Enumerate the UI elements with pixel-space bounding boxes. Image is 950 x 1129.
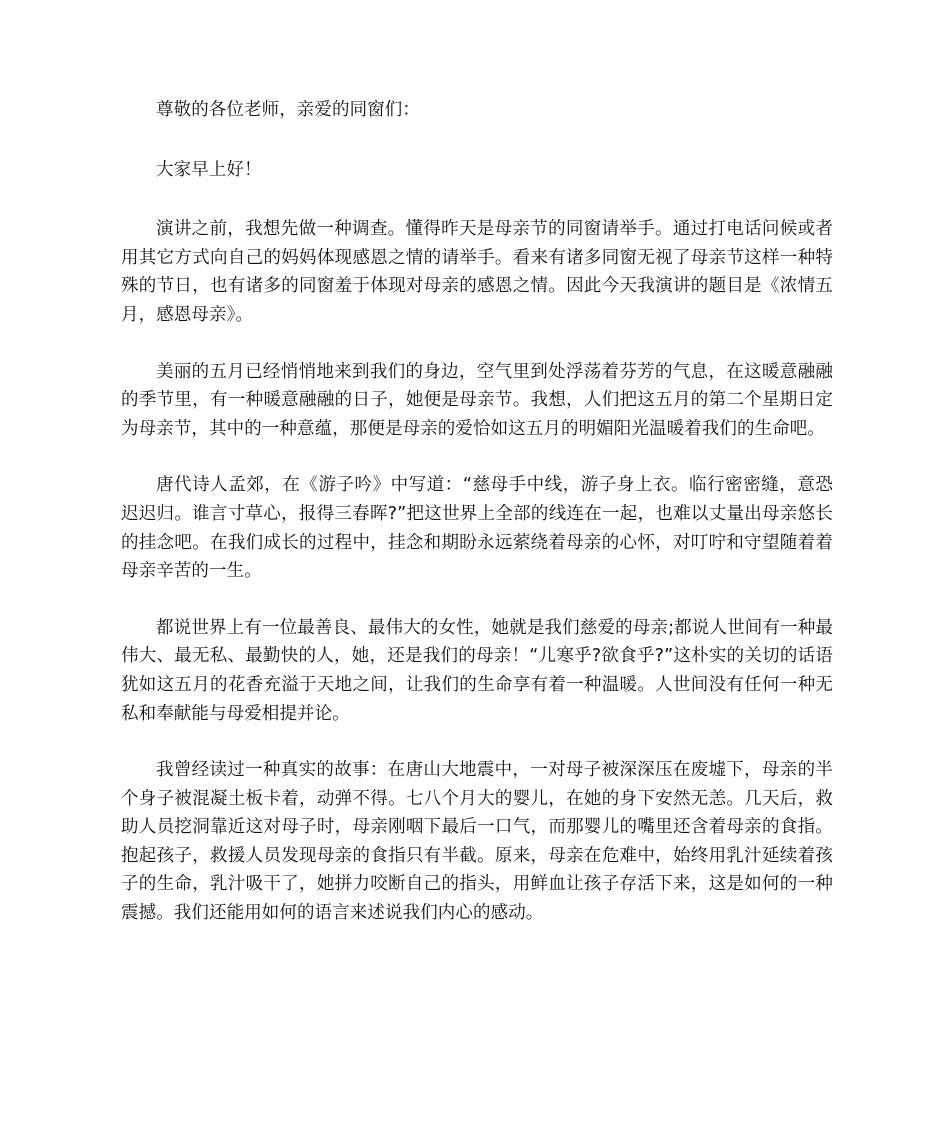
paragraph-intro: 演讲之前，我想先做一种调查。懂得昨天是母亲节的同窗请举手。通过打电话问候或者用其它方式向自己的妈妈体现感恩之情的请举手。看来有诸多同窗无视了母亲节这样一种特殊的节日，也有诸多的同窗羞于体现对母亲的感恩之情。因此今天我演讲的题目是《浓情五月，感恩母亲》。: [121, 219, 833, 325]
paragraph-poem: 唐代诗人孟郊，在《游子吟》中写道：“慈母手中线，游子身上衣。临行密密缝，意恐迟迟归。谁言寸草心，报得三春晖?”把这世界上全部的线连在一起，也难以丈量出母亲悠长的挂念吧。在我们成长的过程中，挂念和期盼永远萦绕着母亲的心怀，对叮咛和守望随着着母亲辛苦的一生。: [121, 475, 833, 582]
document-body: [121, 96, 833, 956]
paragraph-mother-love: 都说世界上有一位最善良、最伟大的女性，她就是我们慈爱的母亲;都说人世间有一种最伟大、最无私、最勤快的人，她，还是我们的母亲！“儿寒乎?欲食乎?”这朴实的关切的话语犹如这五月的花香充溢于天地之间，让我们的生命享有着一种温暖。人世间没有任何一种无私和奉献能与母爱相提并论。: [121, 617, 833, 724]
greeting: 大家早上好！: [156, 159, 262, 180]
paragraph-may: 美丽的五月已经悄悄地来到我们的身边，空气里到处浮荡着芬芳的气息，在这暖意融融的季节里，有一种暖意融融的日子，她便是母亲节。我想，人们把这五月的第二个星期日定为母亲节，其中的一种意蕴，那便是母亲的爱恰如这五月的明媚阳光温暖着我们的生命吧。: [121, 361, 833, 439]
paragraph-story: 我曾经读过一种真实的故事：在唐山大地震中，一对母子被深深压在废墟下，母亲的半个身子被混凝土板卡着，动弹不得。七八个月大的婴儿，在她的身下安然无恙。几天后，救助人员挖洞靠近这对母子时，母亲刚咽下最后一口气，而那婴儿的嘴里还含着母亲的食指。抱起孩子，救援人员发现母亲的食指只有半截。原来，母亲在危难中，始终用乳汁延续着孩子的生命，乳汁吸干了，她拼力咬断自己的指头，用鲜血让孩子存活下来，这是如何的一种震撼。我们还能用如何的语言来述说我们内心的感动。: [121, 760, 833, 924]
salutation: 尊敬的各位老师，亲爱的同窗们：: [156, 100, 420, 120]
